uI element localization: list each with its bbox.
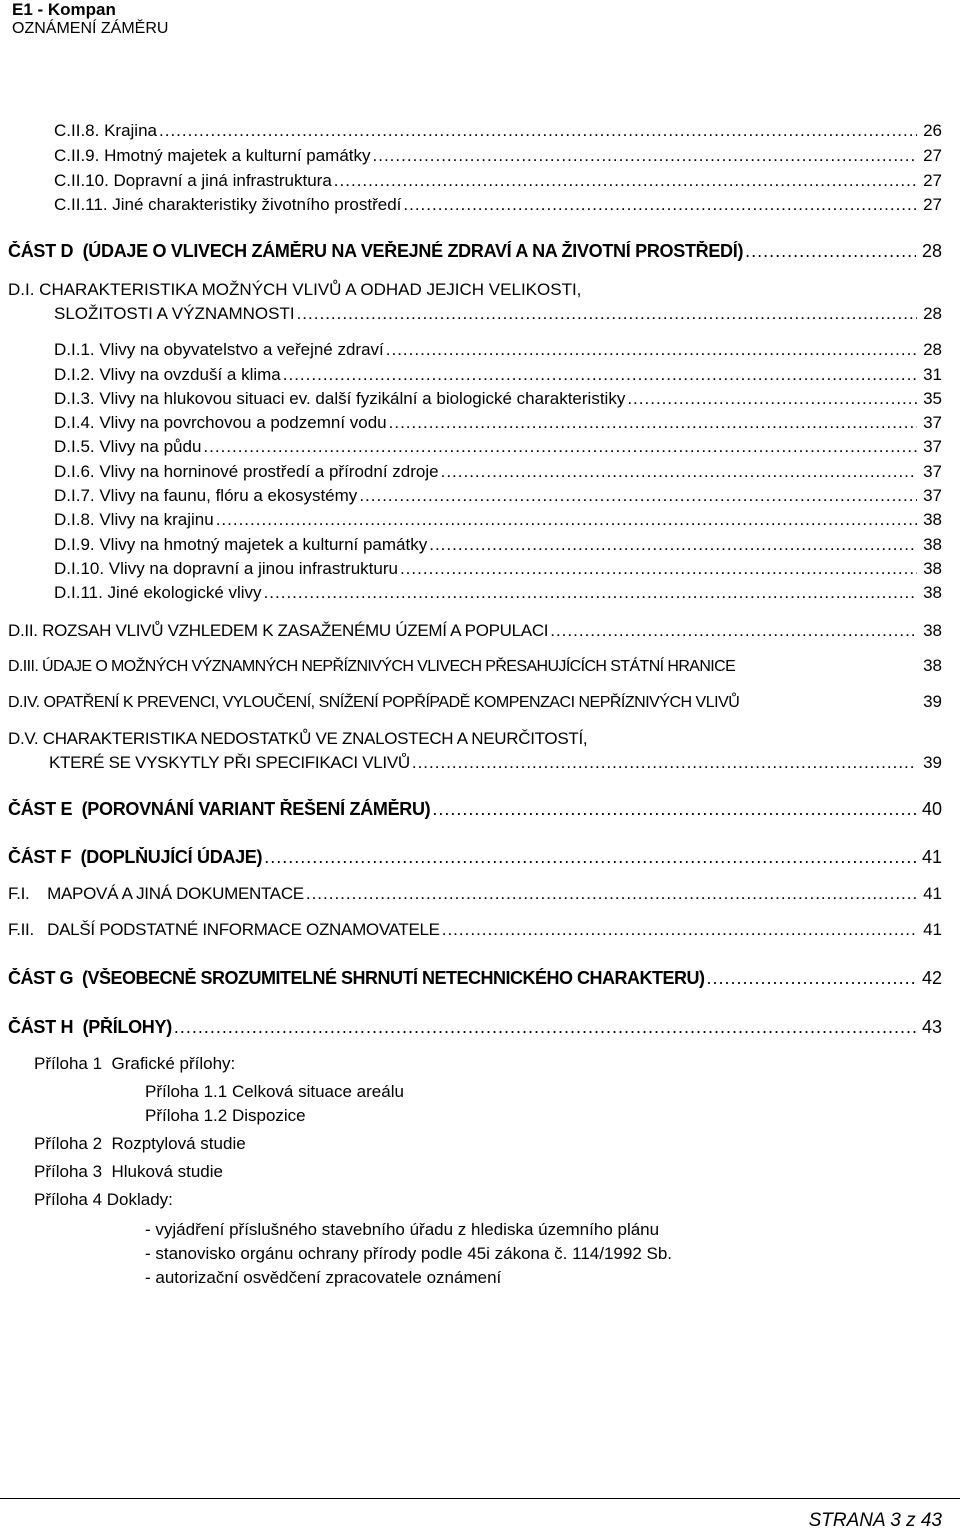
toc-entry-part-g[interactable] — [8, 968, 942, 989]
toc-entry-d1-10[interactable] — [54, 559, 942, 579]
toc-page-number: 37 — [923, 462, 942, 481]
toc-entry-text: SLOŽITOSTI A VÝZNAMNOSTI — [54, 304, 295, 323]
toc-entry-d1-7[interactable] — [54, 486, 942, 506]
toc-entry-part-d[interactable] — [8, 241, 942, 262]
page-number-footer: STRANA 3 z 43 — [808, 1510, 942, 1531]
toc-page-number: 43 — [921, 1017, 942, 1037]
toc-entry-text: D.IV. OPATŘENÍ K PREVENCI, VYLOUČENÍ, SNÍŽENÍ POPŘÍPADĚ KOMPENZACI NEPŘÍZNIVÝCH VLIVŮ — [8, 694, 740, 711]
toc-leader-dots — [359, 486, 917, 506]
toc-entry-text: C.II.8. Krajina — [54, 121, 157, 140]
toc-page-number: 31 — [923, 365, 942, 384]
toc-leader-dots — [707, 968, 916, 989]
toc-entry-f1[interactable] — [8, 884, 942, 904]
toc-page-number: 41 — [923, 920, 942, 939]
toc-entry-text: ČÁST D (ÚDAJE O VLIVECH ZÁMĚRU NA VEŘEJNÉ ZDRAVÍ A NA ŽIVOTNÍ PROSTŘEDÍ) — [8, 241, 744, 261]
toc-entry-c2-10[interactable] — [54, 171, 942, 191]
toc-entry-d1-2[interactable] — [54, 365, 942, 385]
toc-page-number: 38 — [923, 656, 942, 675]
toc-page-number: 38 — [923, 583, 942, 602]
toc-page-number: 27 — [923, 171, 942, 190]
toc-leader-dots — [745, 241, 916, 262]
toc-leader-dots — [283, 365, 917, 385]
toc-page-number: 39 — [923, 692, 942, 711]
toc-entry-d1-4[interactable] — [54, 413, 942, 433]
appendix-4-item: - autorizační osvědčení zpracovatele oznámení — [145, 1268, 502, 1287]
toc-page-number: 28 — [923, 304, 942, 323]
toc-page-number: 38 — [923, 621, 942, 640]
toc-entry-d1-line1[interactable]: D.I. CHARAKTERISTIKA MOŽNÝCH VLIVŮ A ODHAD JEJICH VELIKOSTI, — [8, 280, 582, 299]
toc-page-number: 28 — [923, 340, 942, 359]
toc-leader-dots — [441, 462, 917, 482]
toc-page-number: 38 — [923, 535, 942, 554]
toc-page-number: 35 — [923, 389, 942, 408]
toc-page-number: 27 — [923, 195, 942, 214]
toc-entry-d5-line1[interactable]: D.V. CHARAKTERISTIKA NEDOSTATKŮ VE ZNALOSTECH A NEURČITOSTÍ, — [8, 729, 588, 748]
toc-entry-text: D.I.7. Vlivy na faunu, flóru a ekosystémy — [54, 486, 358, 505]
toc-entry-f2[interactable] — [8, 920, 942, 940]
toc-entry-d1-8[interactable] — [54, 510, 942, 530]
appendix-4: Příloha 4 Doklady: — [34, 1190, 173, 1209]
toc-page-number: 38 — [923, 559, 942, 578]
toc-leader-dots — [400, 559, 917, 579]
toc-leader-dots — [334, 171, 917, 191]
toc-entry-text: ČÁST E (POROVNÁNÍ VARIANT ŘEŠENÍ ZÁMĚRU) — [8, 799, 431, 819]
toc-entry-part-h[interactable] — [8, 1017, 942, 1038]
toc-leader-dots — [429, 535, 917, 555]
toc-entry-text: ČÁST H (PŘÍLOHY) — [8, 1017, 172, 1037]
toc-entry-d1-9[interactable] — [54, 535, 942, 555]
toc-entry-d1[interactable] — [54, 304, 942, 324]
toc-entry-text: D.I.11. Jiné ekologické vlivy — [54, 583, 262, 602]
toc-page-number: 37 — [923, 486, 942, 505]
toc-entry-text: D.I.6. Vlivy na horninové prostředí a přírodní zdroje — [54, 462, 439, 481]
toc-entry-text: KTERÉ SE VYSKYTLY PŘI SPECIFIKACI VLIVŮ — [49, 753, 410, 772]
appendix-3: Příloha 3 Hluková studie — [34, 1162, 223, 1181]
toc-entry-text: ČÁST G (VŠEOBECNĚ SROZUMITELNÉ SHRNUTÍ NETECHNICKÉHO CHARAKTERU) — [8, 968, 705, 988]
appendix-1-1: Příloha 1.1 Celková situace areálu — [145, 1082, 404, 1101]
appendix-4-item: - vyjádření příslušného stavebního úřadu z hlediska územního plánu — [145, 1220, 660, 1239]
toc-leader-dots — [373, 146, 918, 166]
toc-leader-dots — [432, 799, 916, 820]
toc-leader-dots — [550, 621, 917, 641]
toc-leader-dots — [264, 583, 918, 603]
toc-entry-text: D.III. ÚDAJE O MOŽNÝCH VÝZNAMNÝCH NEPŘÍZNIVÝCH VLIVECH PŘESAHUJÍCÍCH STÁTNÍ HRANICE — [8, 658, 736, 675]
toc-entry-text: D.I.2. Vlivy na ovzduší a klima — [54, 365, 281, 384]
toc-page-number: 40 — [921, 799, 942, 819]
toc-leader-dots — [442, 920, 917, 940]
toc-entry-d5[interactable] — [49, 753, 942, 773]
toc-entry-text: C.II.10. Dopravní a jiná infrastruktura — [54, 171, 332, 190]
toc-page-number: 26 — [923, 121, 942, 140]
toc-leader-dots — [389, 413, 917, 433]
toc-entry-text: ČÁST F (DOPLŇUJÍCÍ ÚDAJE) — [8, 847, 263, 867]
toc-entry-d1-3[interactable] — [54, 389, 942, 409]
toc-entry-text: D.I.3. Vlivy na hlukovou situaci ev. další fyzikální a biologické charakteristiky — [54, 389, 626, 408]
toc-entry-d1-6[interactable] — [54, 462, 942, 482]
toc-entry-d2[interactable] — [8, 621, 942, 641]
toc-entry-text: D.I.4. Vlivy na povrchovou a podzemní vodu — [54, 413, 387, 432]
toc-leader-dots — [412, 753, 917, 773]
toc-entry-text: D.I.5. Vlivy na půdu — [54, 437, 202, 456]
toc-entry-c2-9[interactable] — [54, 146, 942, 166]
toc-leader-dots — [216, 510, 917, 530]
toc-page-number: 27 — [923, 146, 942, 165]
toc-page-number: 37 — [923, 413, 942, 432]
toc-entry-text: C.II.9. Hmotný majetek a kulturní památky — [54, 146, 371, 165]
toc-entry-part-f[interactable] — [8, 847, 942, 868]
toc-leader-dots — [297, 304, 918, 324]
toc-entry-text: D.II. ROZSAH VLIVŮ VZHLEDEM K ZASAŽENÉMU ÚZEMÍ A POPULACI — [8, 621, 549, 640]
document-title: E1 - Kompan — [12, 0, 116, 19]
toc-entry-d1-11[interactable] — [54, 583, 942, 603]
toc-leader-dots — [386, 340, 917, 360]
toc-leader-dots — [264, 847, 916, 868]
toc-entry-text: D.I.1. Vlivy na obyvatelstvo a veřejné zdraví — [54, 340, 384, 359]
appendix-4-item: - stanovisko orgánu ochrany přírody podle 45i zákona č. 114/1992 Sb. — [145, 1244, 673, 1263]
toc-entry-c2-11[interactable] — [54, 195, 942, 215]
toc-entry-text: D.I.10. Vlivy na dopravní a jinou infrastrukturu — [54, 559, 398, 578]
toc-page-number: 41 — [921, 847, 942, 867]
toc-page-number: 42 — [921, 968, 942, 988]
toc-entry-text: F.I. MAPOVÁ A JINÁ DOKUMENTACE — [8, 884, 304, 903]
toc-entry-d3[interactable] — [8, 656, 942, 676]
toc-page-number: 37 — [923, 437, 942, 456]
toc-entry-text: C.II.11. Jiné charakteristiky životního prostředí — [54, 195, 402, 214]
footer-rule — [0, 1498, 960, 1499]
toc-entry-text: F.II. DALŠÍ PODSTATNÉ INFORMACE OZNAMOVATELE — [8, 920, 440, 939]
toc-entry-d1-1[interactable] — [54, 340, 942, 360]
toc-leader-dots — [403, 195, 917, 215]
toc-leader-dots — [203, 437, 917, 457]
toc-page-number: 41 — [923, 884, 942, 903]
appendix-2: Příloha 2 Rozptylová studie — [34, 1134, 246, 1153]
appendix-1: Příloha 1 Grafické přílohy: — [34, 1054, 236, 1073]
toc-entry-text: D.I.8. Vlivy na krajinu — [54, 510, 214, 529]
toc-leader-dots — [627, 389, 917, 409]
toc-entry-part-e[interactable] — [8, 799, 942, 820]
document-subtitle: OZNÁMENÍ ZÁMĚRU — [12, 20, 169, 37]
toc-entry-text: D.I.9. Vlivy na hmotný majetek a kulturní památky — [54, 535, 428, 554]
toc-page-number: 39 — [923, 753, 942, 772]
toc-leader-dots — [306, 884, 917, 904]
toc-leader-dots — [174, 1017, 916, 1038]
toc-page-number: 28 — [921, 241, 942, 261]
toc-entry-d1-5[interactable] — [54, 437, 942, 457]
toc-leader-dots — [159, 121, 917, 141]
toc-entry-c2-8[interactable] — [54, 121, 942, 141]
appendix-1-2: Příloha 1.2 Dispozice — [145, 1106, 306, 1125]
toc-entry-d4[interactable] — [8, 692, 942, 712]
toc-page-number: 38 — [923, 510, 942, 529]
document-header — [12, 0, 168, 39]
